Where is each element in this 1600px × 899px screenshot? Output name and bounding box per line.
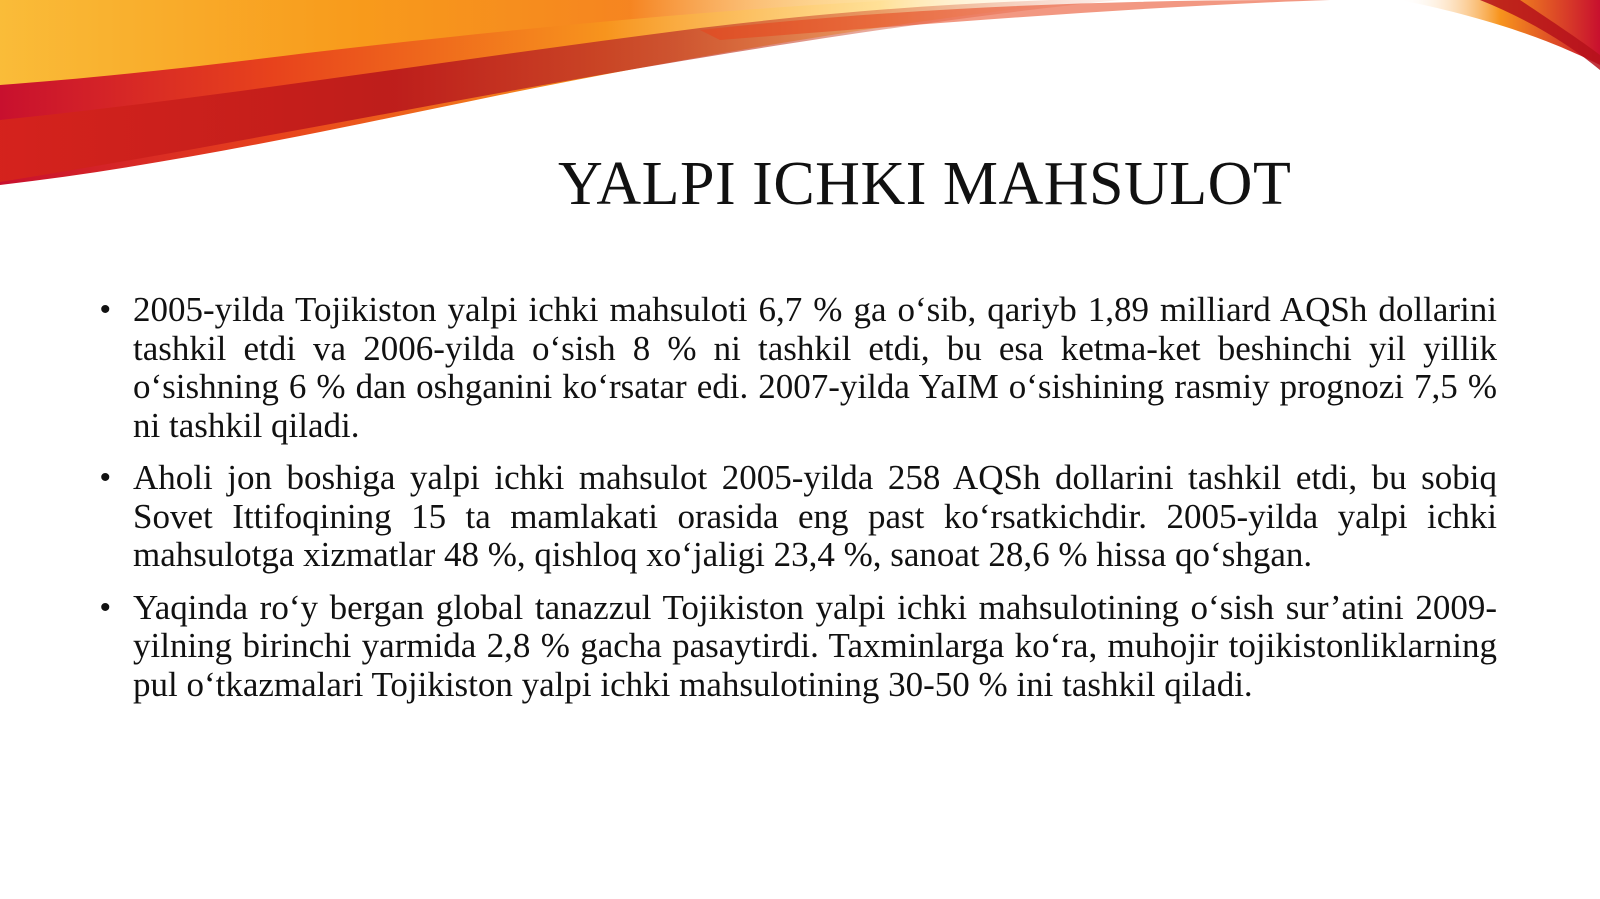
bullet-item (100, 291, 1497, 445)
slide-title: YALPI ICHKI MAHSULOT (558, 150, 1292, 218)
bullet-text: 2005-yilda Tojikiston yalpi ichki mahsuloti 6,7 % ga o‘sib, qariyb 1,89 milliard AQSh dollarini tashkil etdi va 2006-yilda o‘sish 8 % ni tashkil etdi, bu esa ketma-ket beshinchi yil yillik o‘sishning 6 % dan oshganini ko‘rsatar edi. 2007-yilda YaIM o‘sishining rasmiy prognozi 7,5 % ni tashkil qiladi. (133, 290, 1497, 445)
bullet-dot-icon: • (100, 461, 111, 494)
bullet-text: Aholi jon boshiga yalpi ichki mahsulot 2005-yilda 258 AQSh dollarini tashkil etdi, bu sobiq Sovet Ittifoqining 15 ta mamlakati orasida eng past ko‘rsatkichdir. 2005-yilda yalpi ichki mahsulotga xizmatlar 48 %, qishloq xo‘jaligi 23,4 %, sanoat 28,6 % hissa qo‘shgan. (133, 458, 1497, 574)
bullet-list (100, 291, 1497, 718)
bullet-text: Yaqinda ro‘y bergan global tanazzul Tojikiston yalpi ichki mahsulotining o‘sish sur’atini 2009-yilning birinchi yarmida 2,8 % gacha pasaytirdi. Taxminlarga ko‘ra, muhojir tojikistonliklarning pul o‘tkazmalari Tojikiston yalpi ichki mahsulotining 30-50 % ini tashkil qiladi. (133, 587, 1497, 704)
bullet-dot-icon: • (100, 293, 111, 326)
bullet-dot-icon: • (100, 590, 111, 624)
bullet-item (100, 589, 1497, 705)
bullet-item (100, 459, 1497, 575)
